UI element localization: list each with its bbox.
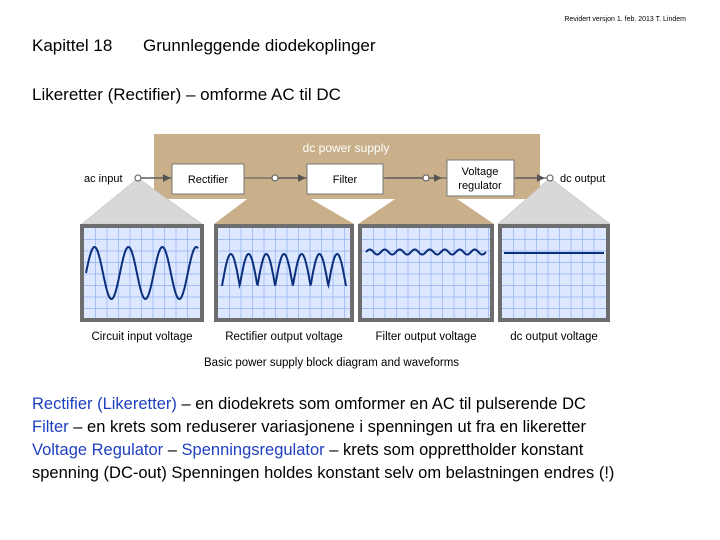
- line-filter: [32, 416, 702, 439]
- node-input: [135, 175, 141, 181]
- line-rectifier: [32, 393, 702, 416]
- term-rectifier: Rectifier (Likeretter): [32, 395, 177, 413]
- term-filter: Filter: [32, 418, 69, 436]
- dc-output-label: dc output: [560, 173, 606, 185]
- scope-screen: [362, 228, 490, 318]
- line-dc-out: spenning (DC-out) Spenningen holdes konstant selv om belastningen endres (!): [32, 464, 615, 482]
- line-voltage-regulator: [32, 439, 702, 462]
- power-supply-diagram: [76, 134, 616, 374]
- scope-screen: [502, 228, 606, 318]
- node-output: [547, 175, 553, 181]
- band-title: dc power supply: [302, 141, 390, 155]
- voltage-regulator-label-1: Voltage: [461, 166, 499, 178]
- revision-note: Revidert versjon 1. feb. 2013 T. Lindem: [564, 16, 686, 23]
- chapter-number: Kapittel 18: [32, 36, 113, 55]
- figure-footer: Basic power supply block diagram and waveforms: [204, 357, 460, 369]
- caption-output: dc output voltage: [510, 331, 598, 343]
- text-rectifier: – en diodekrets som omformer en AC til pulserende DC: [176, 395, 586, 413]
- scope-screen: [84, 228, 200, 318]
- term-spenningsregulator: Spenningsregulator: [181, 441, 325, 459]
- scope-output: [498, 224, 610, 322]
- caption-rectifier: Rectifier output voltage: [225, 331, 343, 343]
- voltage-regulator-label-2: regulator: [458, 180, 502, 192]
- term-voltage-regulator: Voltage Regulator: [32, 441, 164, 459]
- body-text: [32, 393, 702, 485]
- caption-filter: Filter output voltage: [375, 331, 477, 343]
- slide-subtitle: Likeretter (Rectifier) – omforme AC til DC: [32, 85, 341, 104]
- filter-block-label: Filter: [332, 174, 358, 186]
- dash: –: [163, 441, 182, 459]
- text-filter: – en krets som reduserer variasjonene i spenningen ut fra en likeretter: [68, 418, 586, 436]
- text-voltage-regulator: – krets som opprettholder konstant: [324, 441, 584, 459]
- scope-filter: [358, 224, 494, 322]
- ac-input-label: ac input: [84, 173, 123, 185]
- rectifier-block-label: Rectifier: [187, 174, 229, 186]
- caption-input: Circuit input voltage: [91, 331, 193, 343]
- chapter-title: Grunnleggende diodekoplinger: [143, 36, 376, 55]
- node-filter: [423, 175, 429, 181]
- scope-input: [80, 224, 204, 322]
- scope-rectifier: [214, 224, 354, 322]
- node-rectifier: [272, 175, 278, 181]
